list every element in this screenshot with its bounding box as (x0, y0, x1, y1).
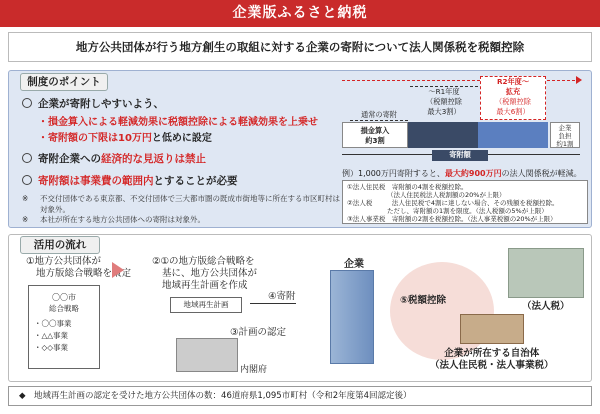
circle-bullet-icon (22, 98, 32, 108)
r1-box: ～R1年度 （税額控除 最大3割） (410, 86, 478, 120)
normal-label: 通常の寄附 (350, 110, 408, 121)
strategy-doc: 〇〇市 総合戦略 ・〇〇事業 ・△△事業 ・◇◇事業 (28, 285, 100, 369)
tax-office-icon (508, 248, 584, 298)
step4-arrow (250, 303, 296, 304)
step3-text: ③計画の認定 (230, 327, 287, 338)
r1-bar (408, 122, 478, 148)
regional-plan-doc: 地域再生計画 (170, 297, 242, 313)
arrow-1 (112, 262, 124, 278)
sonkin-bar: 損金算入 約3割 (342, 122, 408, 148)
r2-box: R2年度～ 拡充 （税額控除 最大6割） (480, 76, 546, 120)
flow-tab: 活用の流れ (20, 236, 100, 254)
circle-bullet-icon (22, 175, 32, 185)
step1-text: ①地方公共団体が 地方版総合戦略を策定 (26, 256, 132, 279)
point-item-2: 寄附企業への経済的な見返りは禁止 (22, 151, 206, 166)
cabinet-building-icon (176, 338, 238, 372)
r2-bar (478, 122, 548, 148)
houjinzei-label: （法人税） (522, 301, 570, 312)
point-item-1a: ・損金算入による軽減効果に税額控除による軽減効果を上乗せ (38, 117, 318, 128)
point-item-1b: ・寄附額の下限は10万円と低めに設定 (38, 133, 212, 144)
company-label: 企業 (344, 259, 364, 270)
circle-bullet-icon (22, 153, 32, 163)
cabinet-label: 内閣府 (240, 365, 268, 375)
step5-text: ⑤税額控除 (400, 295, 447, 306)
tax-detail-box: ①法人住民税 寄附額の4割を税額控除。 （法人住民税法人税割額の20%が上限） ②法人税 法人住民税で4割に達しない場合、その残額を税額控除。 ただし、寄附額の1割を限度。（法人税額の5%が上限） ③法人事業税 寄附額の2割を税額控除。（法人事業税額の20%が上限） (342, 180, 588, 224)
points-tab: 制度のポイント (20, 73, 108, 91)
company-building-icon (330, 270, 374, 364)
local-gov-label: 企業が所在する自治体 （法人住民税・法人事業税） (430, 348, 554, 371)
lead-text: 地方公共団体が行う地方創生の取組に対する企業の寄附について法人関係税を税額控除 (8, 32, 592, 62)
tax-ellipse (390, 262, 494, 360)
note-2: ※ 本社が所在する地方公共団体への寄附は対象外。 (22, 215, 205, 224)
step2-text: ②①の地方版総合戦略を 基に、地方公共団体が 地域再生計画を作成 (152, 256, 258, 291)
kifugaku-label: 寄附額 (432, 150, 488, 161)
note-1: ※ 不交付団体である東京都、不交付団体で三大都市圏の既成市街地等に所在する市区町村は対象外。 (22, 194, 340, 214)
point-item-3: 寄附額は事業費の範囲内とすることが必要 (22, 173, 238, 188)
example-text: 例）1,000万円寄附すると、最大約900万円の法人関係税が軽減。 (342, 169, 582, 178)
point-item-1: 企業が寄附しやすいよう、 (22, 96, 164, 111)
tax-chart (340, 74, 588, 174)
page-title: 企業版ふるさと納税 (0, 0, 600, 27)
kigyou-bar: 企業 負担 約1割 (550, 122, 580, 148)
local-gov-icon (460, 314, 524, 344)
step4-text: ④寄附 (268, 291, 296, 302)
footer-note: ◆ 地域再生計画の認定を受けた地方公共団体の数：46道府県1,095市町村（令和2年度第4回認定後） (8, 386, 592, 406)
